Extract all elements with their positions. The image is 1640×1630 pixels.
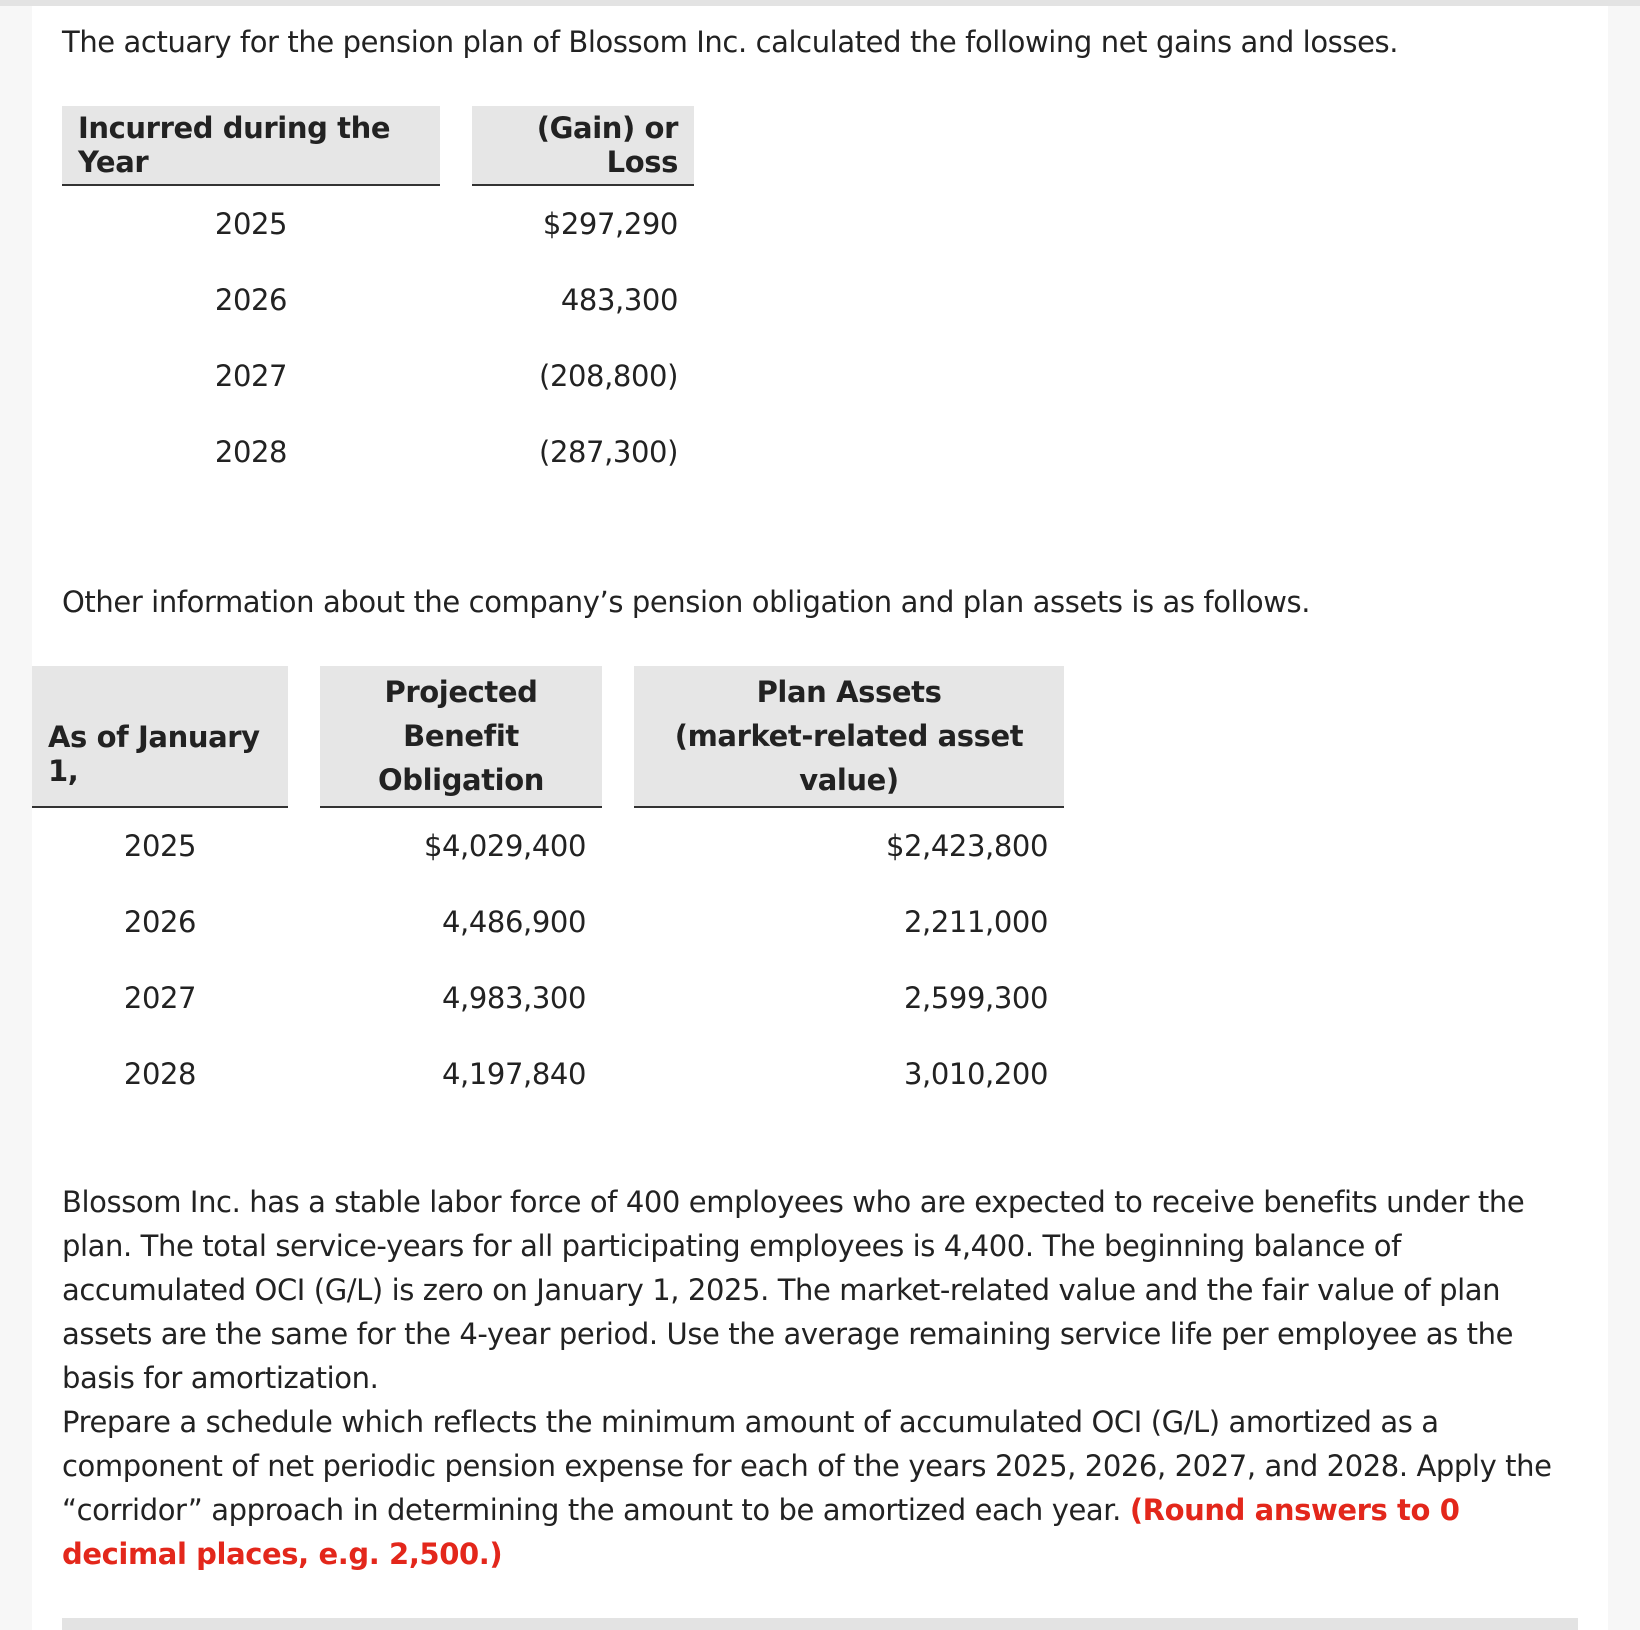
- header-incurred-year: Incurred during the Year: [62, 106, 440, 186]
- instruction-body: Prepare a schedule which reflects the minimum amount of accumulated OCI (G/L) amortized as a component of net periodic pension expense for each of the years 2025, 2026, 2027, and 2028. Apply the “corridor” approach in determining the amount to be amortized each year.: [62, 1405, 1552, 1527]
- year-cell: 2025: [214, 207, 288, 241]
- year-cell: 2026: [123, 905, 197, 939]
- rounding-note: (Round answers to 0 decimal places, e.g. 2,500.): [62, 1493, 1460, 1571]
- plan-assets-cell: 2,211,000: [904, 905, 1048, 939]
- pbo-cell: 4,983,300: [442, 981, 586, 1015]
- answer-area-divider: [62, 1618, 1578, 1630]
- pbo-cell: $4,029,400: [423, 829, 586, 863]
- table-row: [32, 808, 1064, 884]
- header-gain-or-loss: (Gain) or Loss: [472, 106, 694, 186]
- table-row: [32, 884, 1064, 960]
- table-row: [62, 186, 694, 262]
- gain-loss-cell: (287,300): [539, 435, 678, 469]
- labor-force-text: Blossom Inc. has a stable labor force of 400 employees who are expected to receive benefits under the plan. The total service-years for all participating employees is 4,400. The beginning balance of accumulated OCI (G/L) is zero on January 1, 2025. The market-related value and the fair value of plan assets are the same for the 4-year period. Use the average remaining service life per employee as the basis for amortization.: [62, 1185, 1525, 1395]
- year-cell: 2028: [123, 1057, 197, 1091]
- table-row: [62, 338, 694, 414]
- gains-losses-table: [62, 106, 694, 490]
- header-plan-assets: Plan Assets (market-related asset value): [634, 666, 1064, 808]
- gain-loss-cell: $297,290: [542, 207, 678, 241]
- pbo-cell: 4,197,840: [442, 1057, 586, 1091]
- gain-loss-cell: 483,300: [560, 283, 678, 317]
- pension-obligation-table: [32, 666, 1064, 1112]
- year-cell: 2026: [214, 283, 288, 317]
- header-projected-benefit-obligation: Projected Benefit Obligation: [320, 666, 602, 808]
- table-row: [32, 960, 1064, 1036]
- other-info-text: Other information about the company’s pension obligation and plan assets is as follows.: [62, 585, 1311, 619]
- right-margin: [1608, 6, 1640, 1630]
- table-row: [62, 262, 694, 338]
- pbo-cell: 4,486,900: [442, 905, 586, 939]
- intro-text: The actuary for the pension plan of Blossom Inc. calculated the following net gains and losses.: [62, 25, 1399, 59]
- left-margin: [0, 6, 32, 1630]
- plan-assets-cell: 2,599,300: [904, 981, 1048, 1015]
- year-cell: 2028: [214, 435, 288, 469]
- gain-loss-cell: (208,800): [539, 359, 678, 393]
- question-content: [32, 6, 1608, 1630]
- plan-assets-cell: 3,010,200: [904, 1057, 1048, 1091]
- year-cell: 2027: [214, 359, 288, 393]
- plan-assets-cell: $2,423,800: [885, 829, 1048, 863]
- instruction-text: [62, 1400, 1592, 1576]
- year-cell: 2027: [123, 981, 197, 1015]
- header-as-of-january: As of January 1,: [32, 666, 288, 808]
- year-cell: 2025: [123, 829, 197, 863]
- table-row: [62, 414, 694, 490]
- table-row: [32, 1036, 1064, 1112]
